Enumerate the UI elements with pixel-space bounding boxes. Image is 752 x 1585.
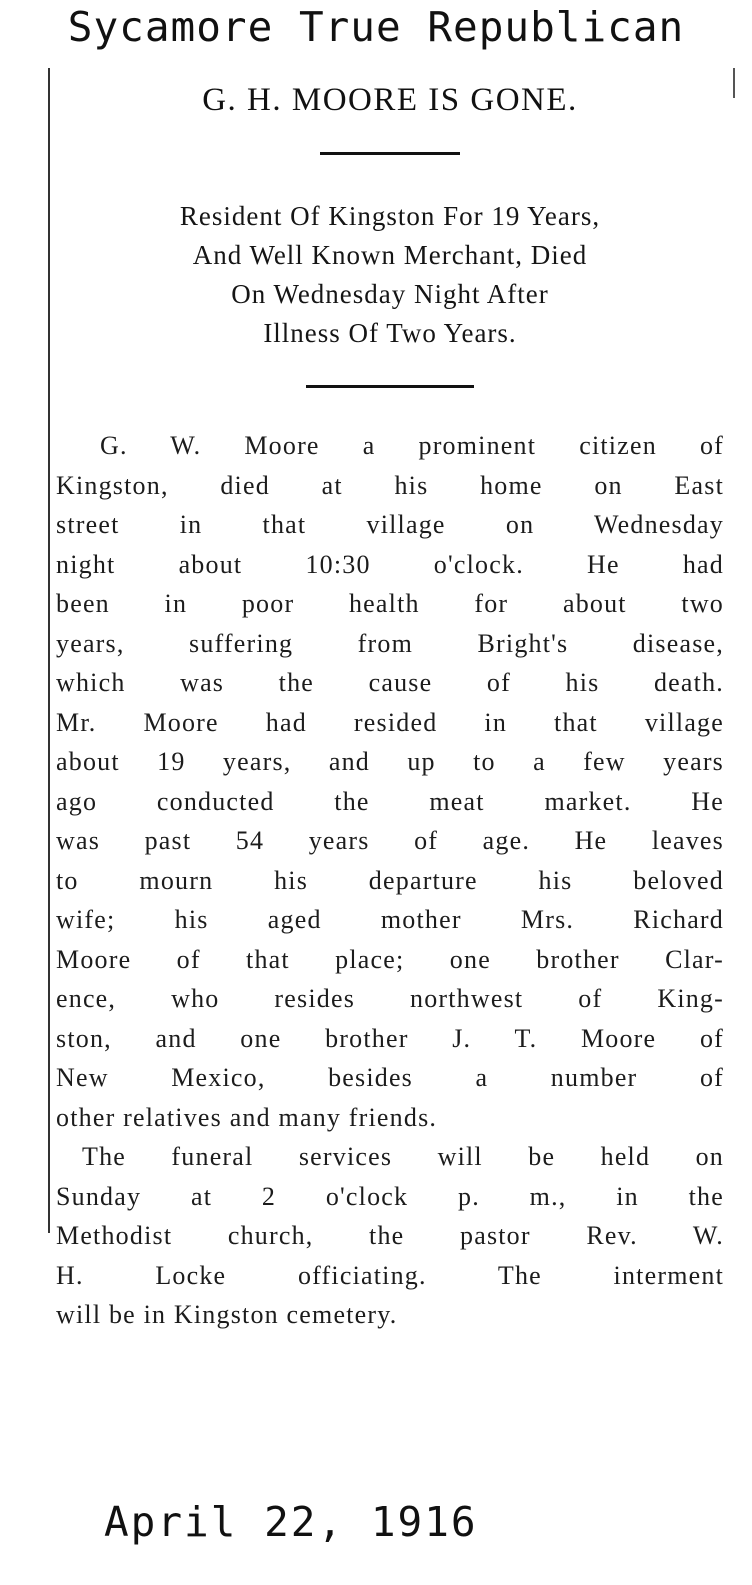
- article-paragraph-2: [56, 1137, 724, 1335]
- publication-date: April 22, 1916: [104, 1498, 478, 1546]
- text-line: Mr. Moore had resided in that village: [56, 707, 724, 737]
- text-line: street in that village on Wednesday: [56, 510, 724, 539]
- newspaper-clipping: [56, 60, 724, 1335]
- text-line: H. Locke officiating. The interment: [56, 1260, 724, 1290]
- divider-rule: [306, 385, 474, 388]
- newspaper-source-label: Sycamore True Republican: [67, 3, 685, 51]
- subhead-line: Illness Of Two Years.: [263, 318, 517, 348]
- text-line: New Mexico, besides a number of: [56, 1063, 724, 1092]
- text-line: which was the cause of his death.: [56, 668, 724, 697]
- article-paragraph-1: [56, 426, 724, 1137]
- text-line: been in poor health for about two: [56, 589, 724, 618]
- subhead-line: Resident Of Kingston For 19 Years,: [179, 201, 601, 231]
- headline: G. H. MOORE IS GONE.: [202, 82, 578, 118]
- text-line: Sunday at 2 o'clock p. m., in the: [56, 1181, 724, 1211]
- text-line: wife; his aged mother Mrs. Richard: [56, 905, 724, 934]
- subhead-line: And Well Known Merchant, Died: [192, 240, 588, 270]
- text-line: will be in Kingston cemetery.: [56, 1300, 398, 1329]
- text-line: The funeral services will be held on: [82, 1142, 724, 1171]
- text-line: Moore of that place; one brother Clar-: [56, 944, 724, 974]
- text-line: years, suffering from Bright's disease,: [56, 628, 724, 658]
- text-line: ston, and one brother J. T. Moore of: [56, 1023, 724, 1053]
- text-line: about 19 years, and up to a few years: [56, 747, 724, 776]
- column-rule-left: [48, 68, 50, 1233]
- text-line: G. W. Moore a prominent citizen of: [100, 431, 724, 460]
- text-line: Methodist church, the pastor Rev. W.: [56, 1221, 724, 1250]
- text-line: ago conducted the meat market. He: [56, 786, 724, 816]
- subhead-line: On Wednesday Night After: [231, 279, 549, 309]
- text-line: was past 54 years of age. He leaves: [56, 826, 724, 855]
- text-line: ence, who resides northwest of King-: [56, 984, 724, 1013]
- column-rule-right: [733, 68, 735, 98]
- text-line: to mourn his departure his beloved: [56, 865, 724, 895]
- text-line: Kingston, died at his home on East: [56, 470, 724, 500]
- text-line: night about 10:30 o'clock. He had: [56, 549, 724, 579]
- divider-rule: [320, 152, 460, 155]
- text-line: other relatives and many friends.: [56, 1102, 438, 1132]
- subheadline: [56, 197, 724, 353]
